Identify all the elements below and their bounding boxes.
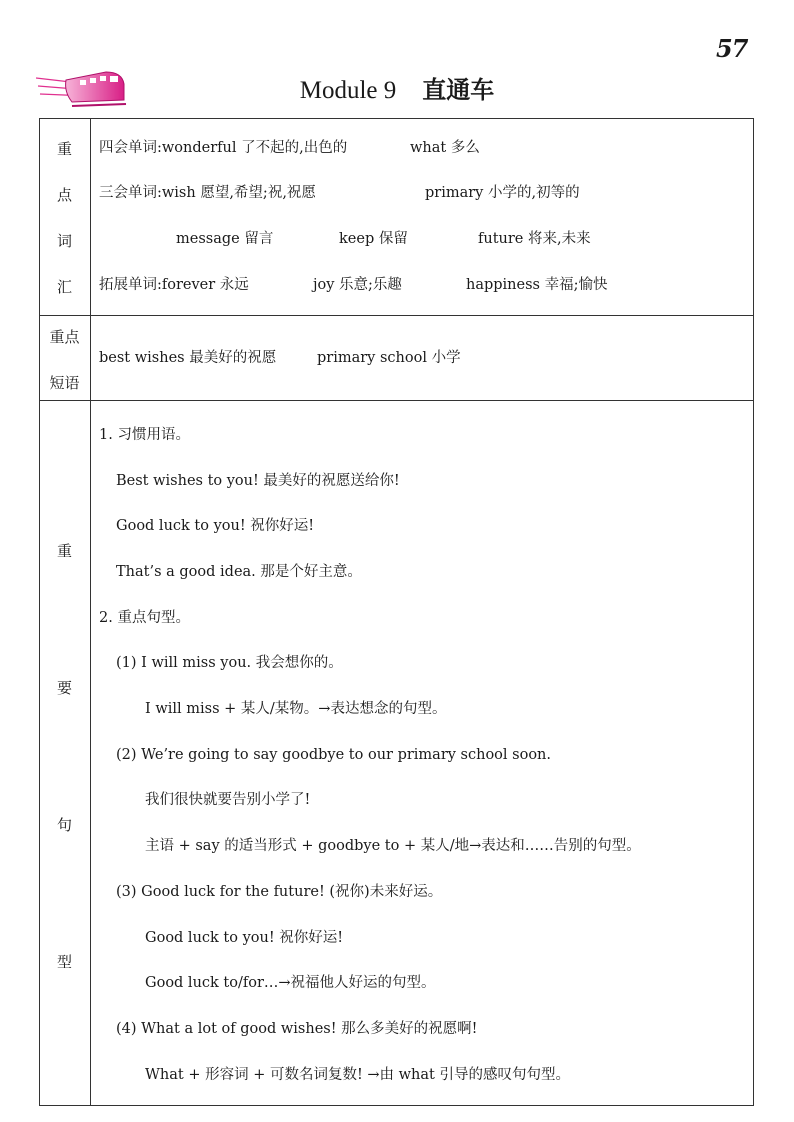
table-row-divider-2 bbox=[39, 400, 754, 401]
sentence-line: (2) We’re going to say goodbye to our primary school soon. bbox=[116, 747, 552, 763]
vocab-word: keep 保留 bbox=[339, 231, 408, 247]
section-heading: 2. 重点句型。 bbox=[99, 610, 190, 626]
phrases-label: 重点 bbox=[49, 328, 80, 346]
section-heading: 1. 习惯用语。 bbox=[99, 427, 190, 443]
page-number: 57 bbox=[716, 34, 748, 63]
sentence-line: Good luck to you! 祝你好运! bbox=[145, 930, 344, 946]
sentence-line: (4) What a lot of good wishes! 那么多美好的祝愿啊! bbox=[116, 1021, 478, 1037]
vocab-word: what 多么 bbox=[410, 140, 480, 156]
vocab-three-skill-words: 三会单词:wish 愿望,希望;祝,祝愿 bbox=[99, 185, 316, 201]
vocab-word: joy 乐意;乐趣 bbox=[313, 277, 402, 293]
phrase-item: best wishes 最美好的祝愿 bbox=[99, 350, 277, 366]
title-chinese: 直通车 bbox=[422, 76, 495, 104]
phrase-item: primary school 小学 bbox=[317, 350, 461, 366]
vocab-word: primary 小学的,初等的 bbox=[425, 185, 580, 201]
table-row-divider-1 bbox=[39, 315, 754, 316]
sentences-label-char: 重 bbox=[56, 542, 72, 560]
sentence-line: That’s a good idea. 那是个好主意。 bbox=[116, 564, 362, 580]
sentences-label-char: 型 bbox=[56, 953, 72, 971]
sentence-line: What + 形容词 + 可数名词复数! →由 what 引导的感叹句句型。 bbox=[145, 1067, 570, 1083]
sentence-line: 主语 + say 的适当形式 + goodbye to + 某人/地→表达和……告别的句型。 bbox=[145, 838, 641, 854]
vocab-word: happiness 幸福;愉快 bbox=[466, 277, 608, 293]
page-title bbox=[0, 70, 794, 105]
sentence-line: (1) I will miss you. 我会想你的。 bbox=[116, 655, 343, 671]
phrases-label: 短语 bbox=[49, 374, 80, 392]
vocab-word: message 留言 bbox=[176, 231, 274, 247]
vocab-word: future 将来,未来 bbox=[478, 231, 591, 247]
sentences-label-char: 要 bbox=[56, 679, 72, 697]
vocab-label-char: 重 bbox=[56, 140, 72, 158]
sentence-line: I will miss + 某人/某物。→表达想念的句型。 bbox=[145, 701, 447, 717]
vocab-extended-words: 拓展单词:forever 永远 bbox=[99, 277, 249, 293]
sentence-line: Best wishes to you! 最美好的祝愿送给你! bbox=[116, 473, 400, 489]
title-module: Module 9 bbox=[299, 77, 397, 104]
sentence-line: Good luck to/for…→祝福他人好运的句型。 bbox=[145, 975, 436, 991]
sentence-line: 我们很快就要告别小学了! bbox=[145, 792, 311, 808]
vocab-label-char: 汇 bbox=[56, 278, 72, 296]
vocab-four-skill-words: 四会单词:wonderful 了不起的,出色的 bbox=[99, 140, 348, 156]
sentences-label-char: 句 bbox=[56, 816, 72, 834]
vocab-label-char: 词 bbox=[56, 232, 72, 250]
sentence-line: Good luck to you! 祝你好运! bbox=[116, 518, 315, 534]
table-column-divider bbox=[90, 118, 91, 1106]
sentence-line: (3) Good luck for the future! (祝你)未来好运。 bbox=[116, 884, 443, 900]
vocab-label-char: 点 bbox=[56, 186, 72, 204]
